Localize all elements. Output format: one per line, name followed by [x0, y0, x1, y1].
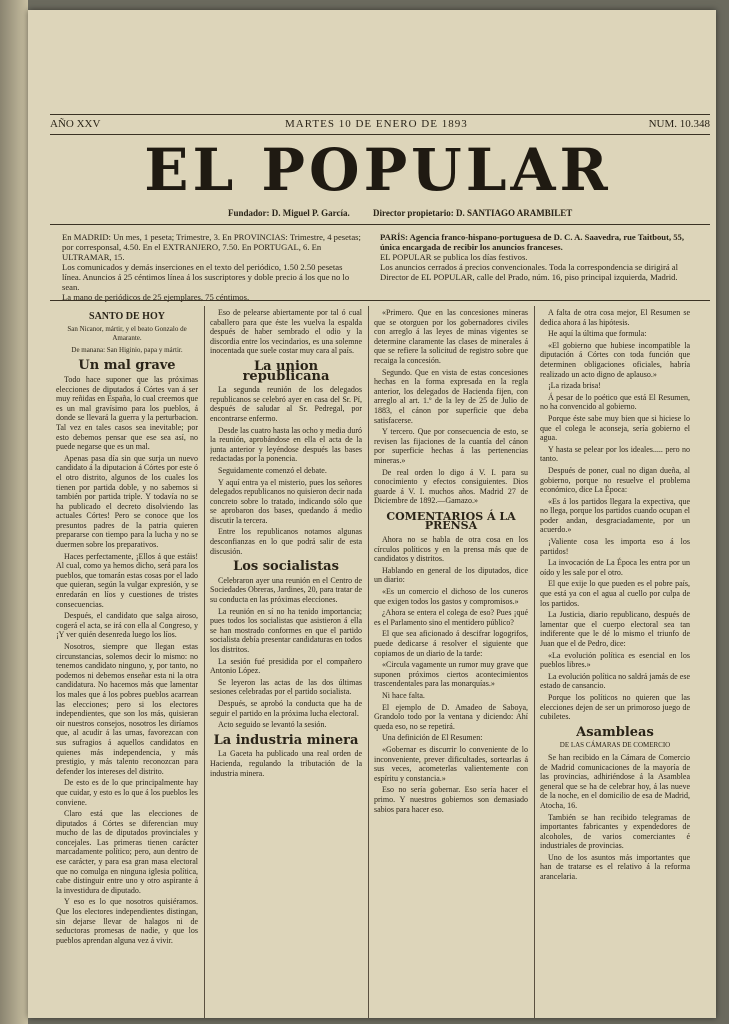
article-title: Asambleas: [576, 724, 654, 740]
column-4: A falta de otra cosa mejor, El Resumen se dedica ahora á las hipótesis. He aquí la última que formula: «El gobierno que hubiese incompatible la diputación á Córtes con toda función que determinen obligaciones oficiales, habría realizado un acto digno de aplauso.» ¡La rizada brisa! Á pesar de lo poético que está El Resumen, no ha convencido al gobierno. Porque éste sabe muy bien que si hiciese lo que el colega le aconseja, sería gobierno el agua. Y hasta se pelear por los ideales..... pero no tanto. Después de poner, cual no digan dueña, al gobierno, porque no resuelve el problema económico, dice La Época: «Es á los partidos llegara la expectiva, que no llega, porque los partidos cuando ocupan el poder andan, desgraciadamente, por un acuerdo.» ¡Valiente cosa les importa eso á los partidos! La invocación de La Época les entra por un oído y les sale por el otro. El que exije lo que pueden es el pobre país, que está ya con el agua al cuello por culpa de los partidos. La Justicia, diario republicano, después de lamentar que el cuerpo electoral sea tan indiferente que le dé lo mismo el triunfo de Juan que el de Pedro, dice: «La evolución política es esencial en los pueblos libres.» La evolución política no saldrá jamás de ese estado de cansancio. Porque los políticos no quieren que las elecciones dejen de ser un primoroso juego de cubiletes. Asambleas DE LAS CÁMARAS DE COMERCIO Se han recibido en la Cámara de Comercio de Madrid comunicaciones de la mayoría de las provincias, adhiriéndose á la Asamblea general que se ha de celebrar hoy, á las nueve de la noche, en el domicilio de esa de Madrid, Atocha, 16. También se han recibido telegramas de importantes fabricantes y expendedores de alcoholes, de varios comerciantes é industriales de provincias. Uno de los asuntos más importantes que han de tratarse es el relativo á la reforma arancelaria.: [540, 308, 690, 882]
top-rule: [50, 114, 710, 115]
column-divider: [534, 306, 535, 1018]
masthead-title: EL POPULAR: [144, 136, 612, 204]
article-title: Los socialistas: [233, 559, 339, 575]
column-1: SANTO DE HOY San Nicanor, mártir, y el beato Gonzalo de Amarante. De manana: San Higinio, papa y mártir. Un mal grave Todo hace suponer que las próximas elecciones de diputados á Córtes van á ser muy reñidas en España, lo cual creemos que es un mal gravísimo para los pueblos, á donde se llevará la guerra y la perturbacion. Tal vez en tales casos sea inevitable; por esto debemos pensar que ese sea así, no puede negarse que es un mal. Apenas pasa día sin que surja un nuevo candidato á la diputacion á Córtes por este ó el otro distrito, algunos de los cuales los tienen por partida doble, y no sabemos si también por partida triple. Y todavía no se ha publicado el decreto disolviendo las actuales Córtes! Pero se conoce que los presuntos padres de la patria quieren prepararse con tiempo para la lucha y no se duermen sobre los preparativos. Haces perfectamente, ¡Ellos á que estáis! Al cual, como ya hemos dicho, será para los pueblos, que tomarán estas cosas por el lado que quieran, según la vulgar expresión, y se enredarán en líos y cuestiones de tristes consecuencias. Después, el candidato que salga airoso, cogerá el acta, se irá con ella al Congreso, y ¡Y ver quién desenreda luego los líos. Nosotros, siempre que llegan estas circunstancias, solemos decir lo mismo: no tenemos candidato ninguno, y, por tanto, no podemos ni debemos enseñar esta ni la otra candidatura. No hacemos más que lamentar los males que á los pobres pueblos acarrean las elecciones; pero si los electores independientes, que son los más, quisieran oir nuestros consejos, nosotros les diríamos que, al acudir á las urnas, favorezcan con sus sufragios á aquellos candidatos en quienes más independencia, y más prestigio, y más talento reconozcan para defender los intereses del distrito. De esto es de lo que principalmente hay que cuidar, y esto es lo que á los pueblos les conviene. Claro está que las elecciones de diputados á Córtes se diferencian muy mucho de las de diputados provinciales y concejales. Las primeras tienen carácter marcadamente político; pero, aun dentro de ese carácter, y para esa gran masa electoral que no comulga en ninguna iglesia política, cabe distinguir entre uno y otro aspirante á la investidura de diputado. Y eso es lo que nosotros quisiéramos. Que los electores independientes distingan, sin dejarse llevar de halagos ni de seductoras promesas de nadie, y que los pueblos aprendan alguna vez á vivir.: [56, 311, 198, 945]
newspaper-page: [28, 10, 716, 1018]
book-spine: [0, 0, 28, 1024]
column-2: Eso de pelearse abiertamente por tal ó cual caballero para que éste les vuelva la espalda después de haber sembrado el odio y la discordia entre los vecindarios, es una solemne inocentada que suele costar muy cara al país. La union republicana La segunda reunión de los delegados republicanos se celebró ayer en casa del Sr. Pí, después de saludar al Sr. Pedregal, por encontrarse enfermo. Desde las cuatro hasta las ocho y media duró la reunión, aprobándose en ella el acta de la junta anterior y leyéndose después las bases redactadas por la ponencia. Seguidamente comenzó el debate. Y aquí entra ya el misterio, pues los señores delegados republicanos no quisieron decir nada concreto sobre lo tratado, indicando sólo que se aprobaron dos bases, quedando á medio discutir la tercera. Entre los republicanos notamos algunas desconfianzas en lo que podrá salir de esta discusión. Los socialistas Celebraron ayer una reunión en el Centro de Sociedades Obreras, Jardines, 20, para tratar de su conducta en las próximas elecciones. La reunión en sí no ha tenido importancia; pues todos los socialistas que asistieron á ella se han mostrado conformes en que el partido socialista debía presentar candidaturas en todos los distritos. La sesión fué presidida por el compañero Antonio López. Se leyeron las actas de las dos últimas sesiones celebradas por el partido socialista. Después, se aprobó la conducta que ha de seguir el partido en la próxima lucha electoral. Acto seguido se levantó la sesión. La industria minera La Gaceta ha publicado una real orden de Hacienda, regulando la tributación de la industria minera.: [210, 308, 362, 778]
dateline-rule: [50, 134, 710, 135]
year: AÑO XXV: [50, 118, 101, 130]
date: MARTES 10 DE ENERO DE 1893: [285, 118, 468, 130]
subscription-right: PARÍS: Agencia franco-hispano-portuguesa de D. C. A. Saavedra, rue Taitbout, 55, única encargada de recibir los anuncios franceses. EL POPULAR se publica los días festivos. Los anuncios cerrados á precios convencionales. Toda la correspondencia se dirigirá al Director de EL POPULAR, calle del Prado, núm. 16, piso principal izquierda, Madrid.: [380, 232, 684, 282]
columns-rule: [50, 300, 710, 301]
column-divider: [368, 306, 369, 1018]
masthead-rule: [50, 224, 710, 225]
column-divider: [204, 306, 205, 1018]
article-title: La union republicana: [242, 358, 330, 384]
article-title: La industria minera: [213, 732, 359, 748]
column-3: «Primero. Que en las concesiones mineras que se otorguen por los gobernadores civiles con arreglo á las leyes de minas vigentes se determine claramente las clases de minerales á que se refiere la solicitud de registro sobre que recaiga la concesión. Segundo. Que en vista de estas concesiones hechas en la forma expresada en la regla anterior, los delegados de Hacienda fijen, con arreglo al art. 1.º de la ley de 25 de Julio de 1883, el cánon por superficie que deba satisfacerse. Y tercero. Que por consecuencia de esto, se revisen las fijaciones de la cuantía del cánon por superficie hechas á las pertenencias mineras.» De real orden lo digo á V. I. para su conocimiento y efectos consiguientes. Dios guarde á V. I. muchos años. Madrid 27 de Diciembre de 1892.—Gamazo.» COMENTARIOS Á LA PRENSA Ahora no se habla de otra cosa en los círculos políticos y en la prensa más que de candidatos y distritos. Hablando en general de los diputados, dice un diario: «Es un comercio el dichoso de los cuneros que exigen todos los gastos y compromisos.» ¿Ahora se entera el colega de eso? Pues ¡qué es el Parlamento sino el mentidero público? El que sea aficionado á descifrar logogrifos, puede dedicarse á resolver el siguiente que copiamos de un diario de la tarde: «Circula vagamente un rumor muy grave que suponen próximos ciertos acontecimientos trascendentales para las monarquías.» Ni hace falta. El ejemplo de D. Amadeo de Saboya, Grandolo todo por la ventana y diciendo: Ahí queda eso, no se repetirá. Una definición de El Resumen: «Gobernar es discurrir lo conveniente de lo inconveniente, prever dificultades, sortearlas á sus veces, acometerlas valientemente con espíritu y constancia.» Eso no sería gobernar. Eso sería hacer el primo. Y nuestros gobiernos son demasiado sabios para hacer eso.: [374, 308, 528, 814]
subscription-left: En MADRID: Un mes, 1 peseta; Trimestre, 3. En PROVINCIAS: Trimestre, 4 pesetas; por corresponsal, 4.50. En el EXTRANJERO, 7.50. En PORTUGAL, 6. En ULTRAMAR, 15. Los comunicados y demás inserciones en el texto del periódico, 1.50 2.50 pesetas línea. Anuncios á 25 céntimos línea á los suscriptores y doble precio á los que no lo sean. La mano de periódicos de 25 ejemplares, 75 céntimos.: [62, 232, 361, 302]
founder: Fundador: D. Miguel P. García.: [228, 208, 350, 218]
article-title: COMENTARIOS Á LA PRENSA: [386, 509, 516, 533]
issue-number: NUM. 10.348: [648, 118, 710, 130]
dateline: [50, 118, 710, 134]
director: Director propietario: D. SANTIAGO ARAMBILET: [373, 208, 573, 218]
saint-heading: SANTO DE HOY: [89, 311, 165, 322]
article-title: Un mal grave: [78, 358, 176, 374]
